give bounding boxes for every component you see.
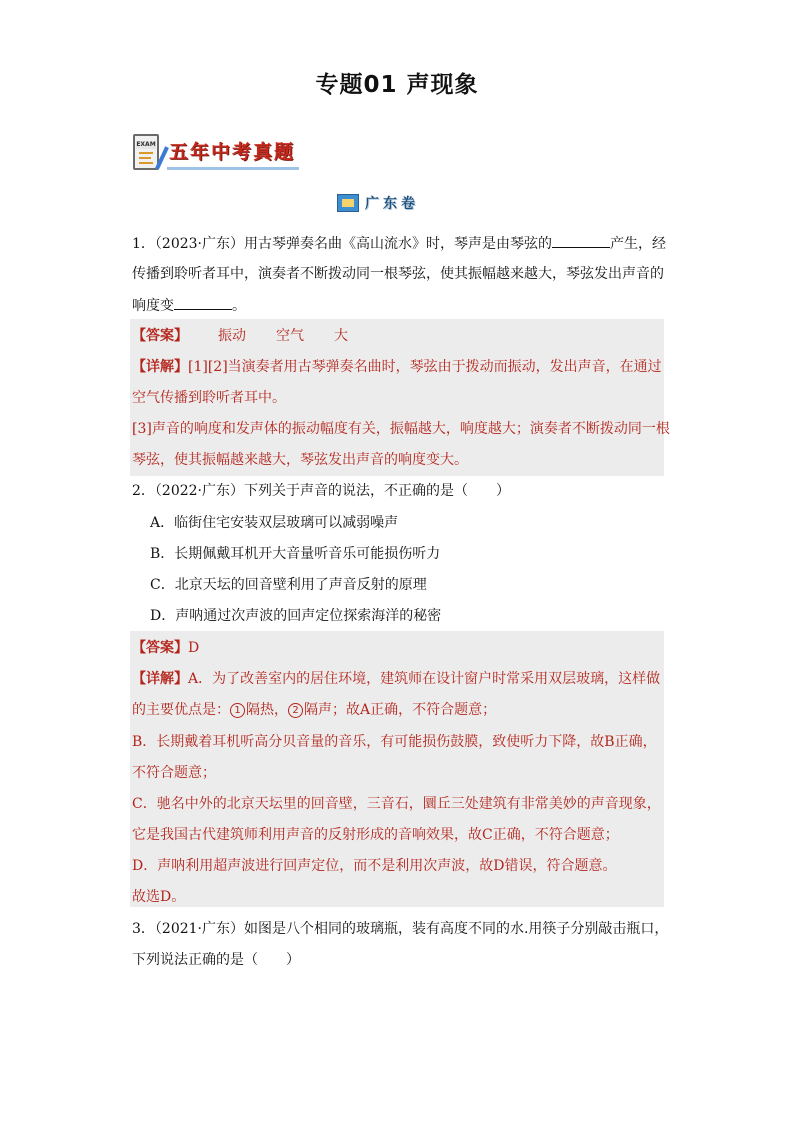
circled-number: 2 <box>288 703 303 718</box>
q2-detail-line-6: 它是我国古代建筑师利用声音的反射形成的音响效果，故C正确，不符合题意； <box>132 827 619 843</box>
q2-detail-line-2: 的主要优点是： 1 隔热， 2 隔声；故A正确，不符合题意； <box>132 702 497 718</box>
q2-option-c: C．北京天坛的回音壁利用了声音反射的原理 <box>150 577 427 593</box>
page-title: 专题01 声现象 <box>315 72 479 98</box>
q2-option-d: D．声呐通过次声波的回声定位探索海洋的秘密 <box>150 608 442 624</box>
q1-detail-line-1: 【详解】[1][2]当演奏者用古琴弹奏名曲时，琴弦由于拨动而振动，发出声音，在通过 <box>132 359 662 375</box>
q1-detail-line-4: 琴弦，使其振幅越来越大，琴弦发出声音的响度变大。 <box>132 452 468 468</box>
region-banner-text: 广东卷 <box>365 196 419 212</box>
q1-answer-3: 大 <box>334 328 348 344</box>
q1-detail-line-2: 空气传播到聆听者耳中。 <box>132 390 286 406</box>
q1-answer-2: 空气 <box>276 328 304 344</box>
book-icon <box>337 194 359 212</box>
circled-number: 1 <box>230 703 245 718</box>
q1-stem-line-2: 传播到聆听者耳中，演奏者不断拨动同一根琴弦，使其振幅越来越大，琴弦发出声音的 <box>132 266 664 282</box>
answer-blank <box>174 295 232 310</box>
q2-detail-line-1: 【详解】A．为了改善室内的居住环境，建筑师在设计窗户时常采用双层玻璃，这样做 <box>132 671 661 687</box>
section-banner <box>133 131 299 173</box>
q2-option-b: B．长期佩戴耳机开大音量听音乐可能损伤听力 <box>150 546 441 562</box>
q2-detail-line-5: C．驰名中外的北京天坛里的回音壁，三音石，圜丘三处建筑有非常美妙的声音现象， <box>132 796 661 812</box>
q2-detail-line-4: 不符合题意； <box>132 765 216 781</box>
q2-answer-line: 【答案】D <box>132 640 200 656</box>
q2-detail-line-3: B．长期戴着耳机听高分贝音量的音乐，有可能损伤鼓膜，致使听力下降，故B正确， <box>132 734 657 750</box>
region-banner <box>337 193 419 213</box>
q2-detail-line-7: D．声呐利用超声波进行回声定位，而不是利用次声波，故D错误，符合题意。 <box>132 858 617 874</box>
q1-stem-line-3: 响度变 。 <box>132 295 246 316</box>
q3-stem-line-2: 下列说法正确的是（ ） <box>132 952 300 968</box>
q2-detail-line-8: 故选D。 <box>132 889 186 905</box>
q2-option-a: A．临街住宅安装双层玻璃可以减弱噪声 <box>150 515 399 531</box>
exam-clipboard-icon: EXAM <box>133 134 159 170</box>
q1-answer-1: 振动 <box>218 328 246 344</box>
q1-stem-line-1: 1．（2023·广东）用古琴弹奏名曲《高山流水》时，琴声是由琴弦的 产生，经 <box>132 233 666 254</box>
answer-blank <box>552 233 610 248</box>
section-banner-text: 五年中考真题 <box>167 135 299 170</box>
q2-stem: 2．（2022·广东）下列关于声音的说法，不正确的是（ ） <box>132 483 510 499</box>
q1-answer-line: 【答案】 振动 空气 大 <box>132 328 348 344</box>
q1-detail-line-3: [3]声音的响度和发声体的振动幅度有关，振幅越大，响度越大；演奏者不断拨动同一根 <box>132 421 670 437</box>
q3-stem-line-1: 3．（2021·广东）如图是八个相同的玻璃瓶，装有高度不同的水.用筷子分别敲击瓶口， <box>132 921 669 937</box>
